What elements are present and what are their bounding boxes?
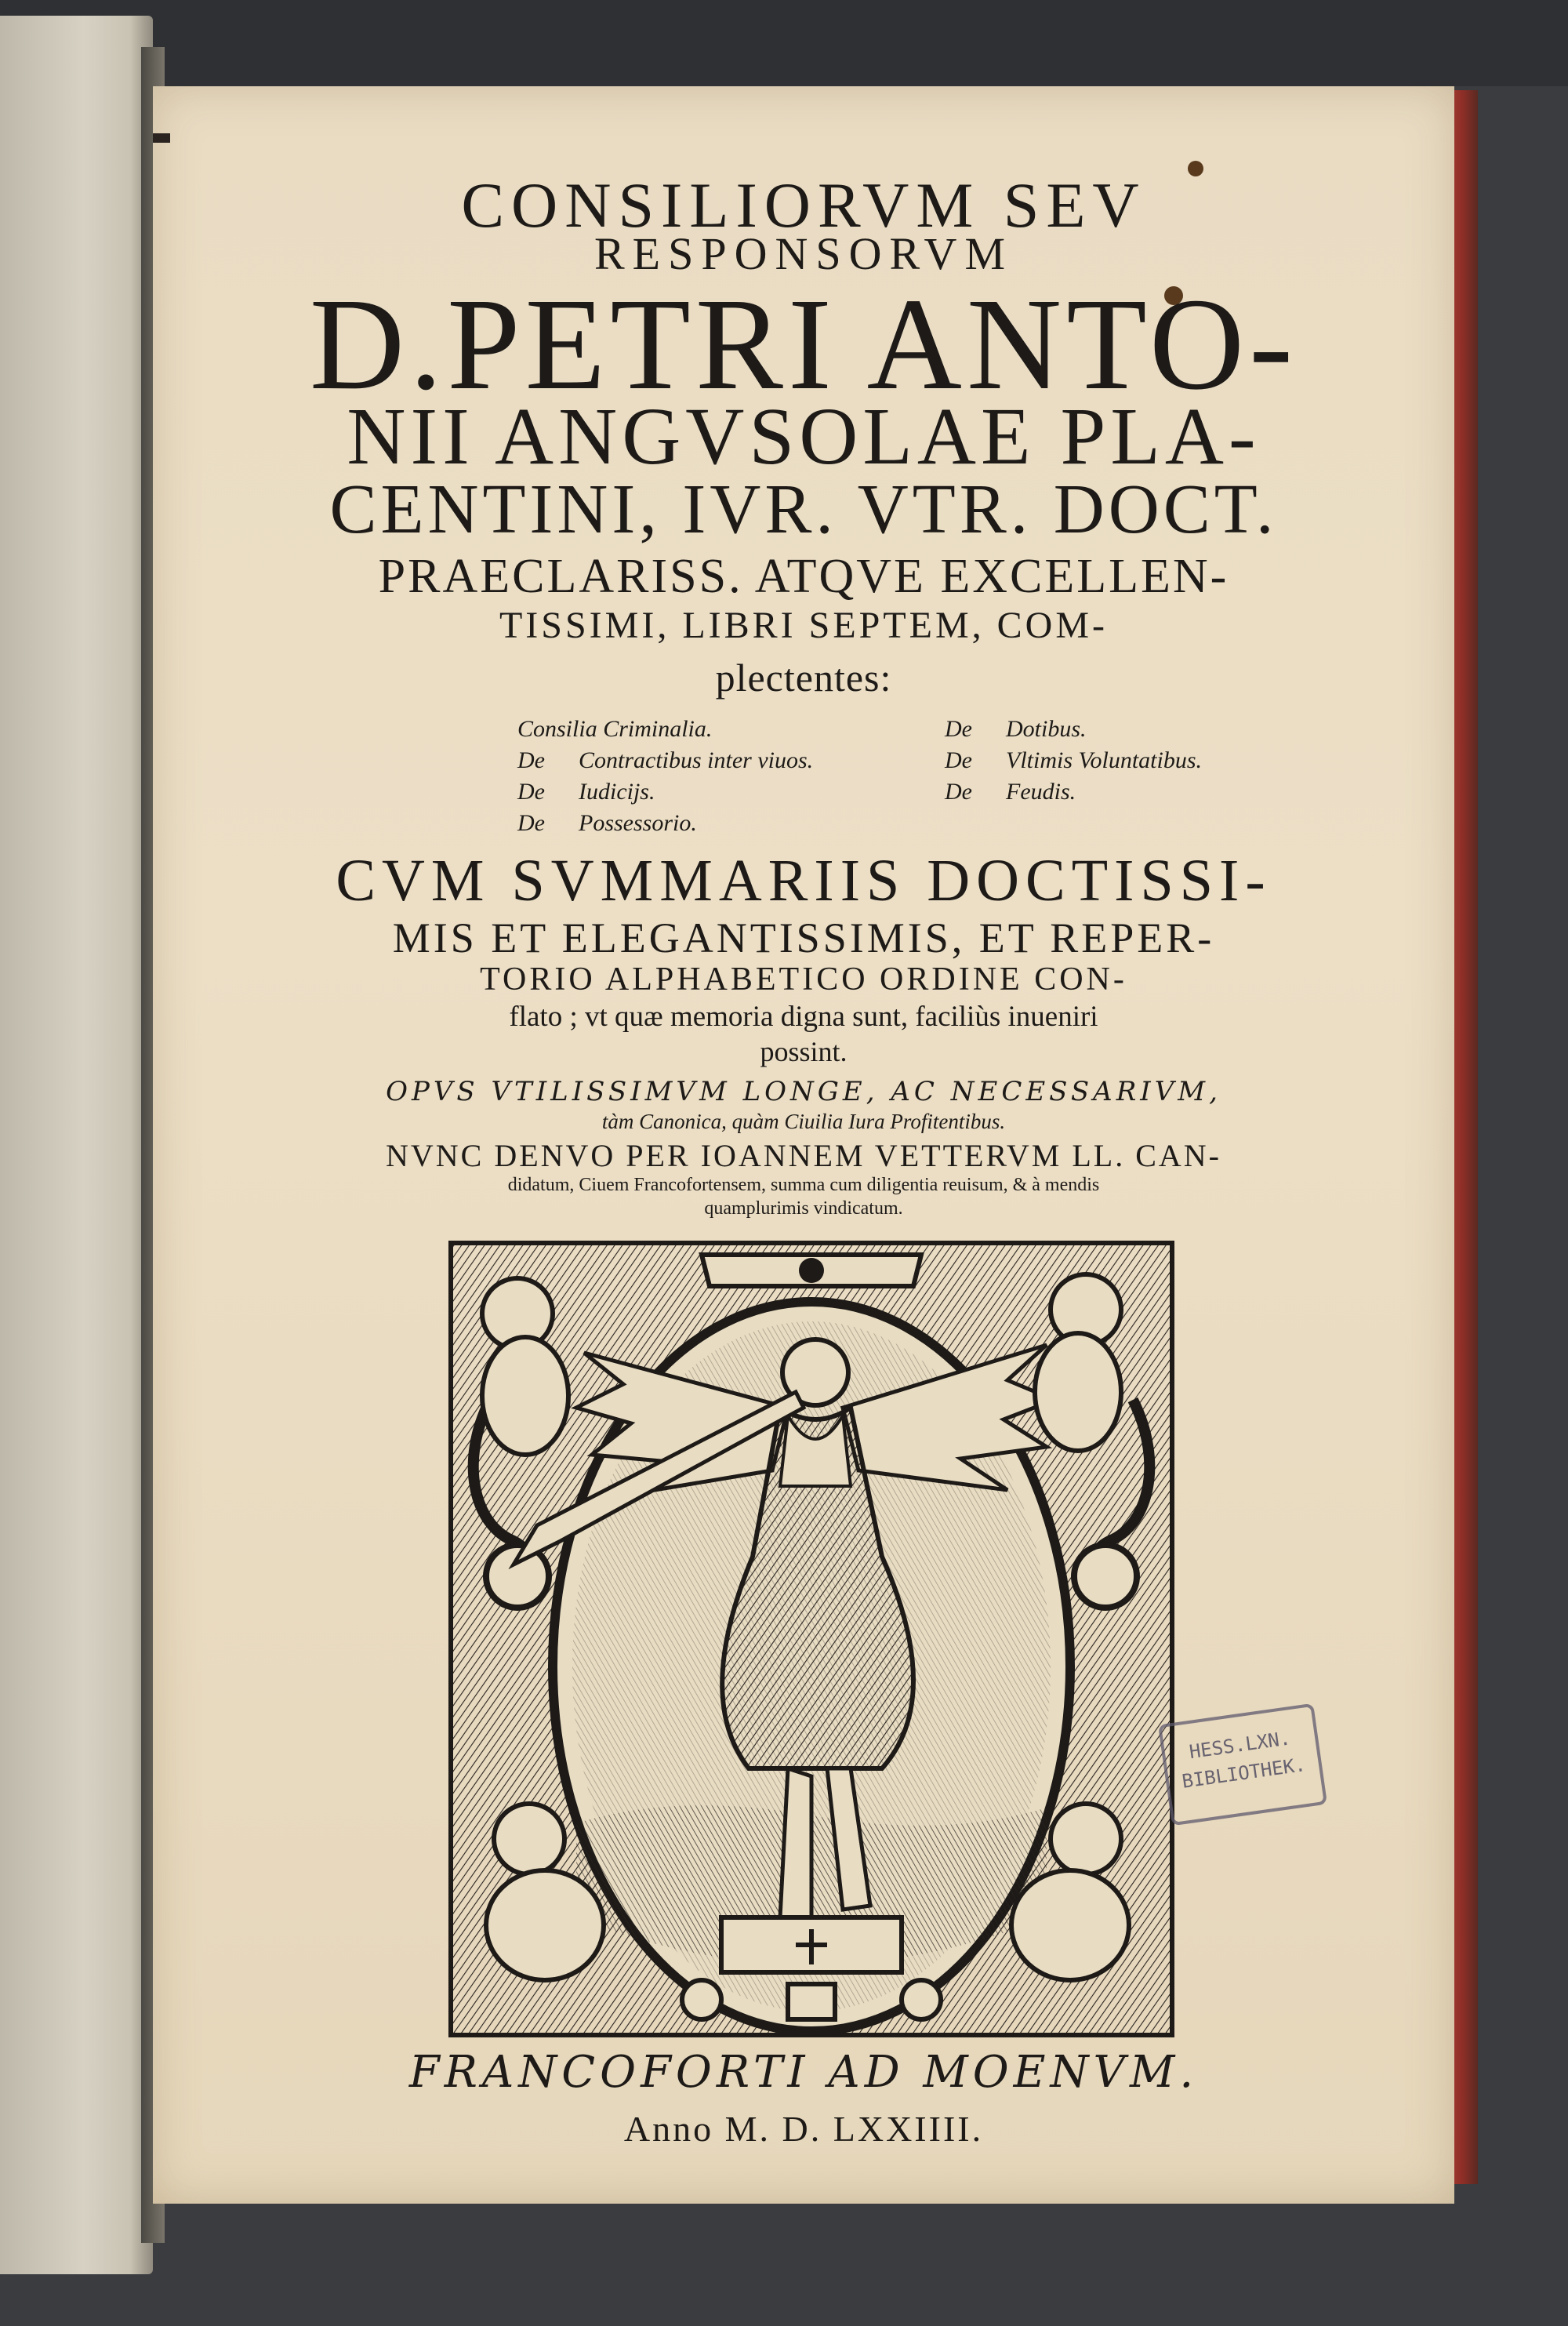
contents-item	[517, 808, 813, 839]
contents-topic: Iudicijs.	[579, 779, 655, 805]
contents-prefix: De	[517, 779, 545, 805]
contents-item	[517, 776, 813, 808]
contents-item	[945, 714, 1202, 745]
title-line-7: TISSIMI, LIBRI SEPTEM, COM-	[499, 605, 1109, 646]
page-edge-mark	[153, 133, 170, 143]
contents-item	[945, 776, 1202, 808]
contents-topic: Consilia Criminalia.	[517, 716, 713, 742]
opus-line-2: tàm Canonica, quàm Ciuilia Iura Profitentibus.	[601, 1110, 1006, 1133]
author-name-line-2: NII ANGVSOLAE PLA-	[347, 391, 1261, 482]
stamp-line-2: BIBLIOTHEK.	[1180, 1753, 1308, 1793]
library-stamp	[1158, 1703, 1327, 1826]
contents-prefix: De	[517, 810, 545, 836]
summary-line-3: TORIO ALPHABETICO ORDINE CON-	[480, 961, 1127, 998]
title-line-8: plectentes:	[715, 656, 892, 700]
author-name-line-3: CENTINI, IVR. VTR. DOCT.	[329, 471, 1278, 548]
summary-line-1: CVM SVMMARIIS DOCTISSI-	[336, 848, 1272, 914]
contents-prefix: De	[945, 779, 972, 805]
stamp-line-1: HESS.LXN.	[1188, 1727, 1292, 1764]
contents-topic: Contractibus inter viuos.	[579, 747, 814, 773]
imprint-place: FRANCOFORTI AD MOENVM.	[408, 2047, 1199, 2098]
contents-prefix: De	[945, 716, 972, 742]
title-line-2: RESPONSORVM	[593, 228, 1014, 279]
summary-line-4: flato ; vt quæ memoria digna sunt, faciliùs inueniri	[509, 1001, 1098, 1033]
title-line-6: PRAECLARISS. ATQVE EXCELLEN-	[378, 550, 1229, 603]
title-page	[153, 86, 1454, 2204]
author-name-line-1: D.PETRI ANTO-	[309, 271, 1298, 417]
background-top	[0, 0, 1568, 86]
opus-line-1: OPVS VTILISSIMVM LONGE, AC NECESSARIVM,	[386, 1076, 1221, 1107]
summary-line-5: possint.	[760, 1036, 848, 1067]
editor-line-3: quamplurimis vindicatum.	[704, 1198, 903, 1219]
contents-item	[945, 745, 1202, 776]
contents-item	[517, 714, 813, 745]
title-line-1: CONSILIORVM SEV	[461, 169, 1146, 241]
summary-line-2: MIS ET ELEGANTISSIMIS, ET REPER-	[392, 914, 1215, 961]
editor-line-2: didatum, Ciuem Francofortensem, summa cum diligentia reuisum, & à mendis	[507, 1175, 1100, 1195]
contents-topic: Vltimis Voluntatibus.	[1006, 747, 1203, 773]
contents-list-right	[945, 714, 1202, 808]
contents-prefix: De	[517, 747, 545, 773]
contents-topic: Feudis.	[1006, 779, 1076, 805]
contents-list-left	[517, 714, 813, 839]
contents-prefix: De	[945, 747, 972, 773]
contents-topic: Dotibus.	[1006, 716, 1087, 742]
contents-topic: Possessorio.	[579, 810, 697, 836]
left-page-edge	[0, 16, 153, 2274]
imprint-year: Anno M. D. LXXIIII.	[623, 2109, 984, 2149]
printers-device-woodcut	[443, 1227, 1180, 2047]
contents-item	[517, 745, 813, 776]
editor-line-1: NVNC DENVO PER IOANNEM VETTERVM LL. CAN-	[385, 1138, 1221, 1173]
